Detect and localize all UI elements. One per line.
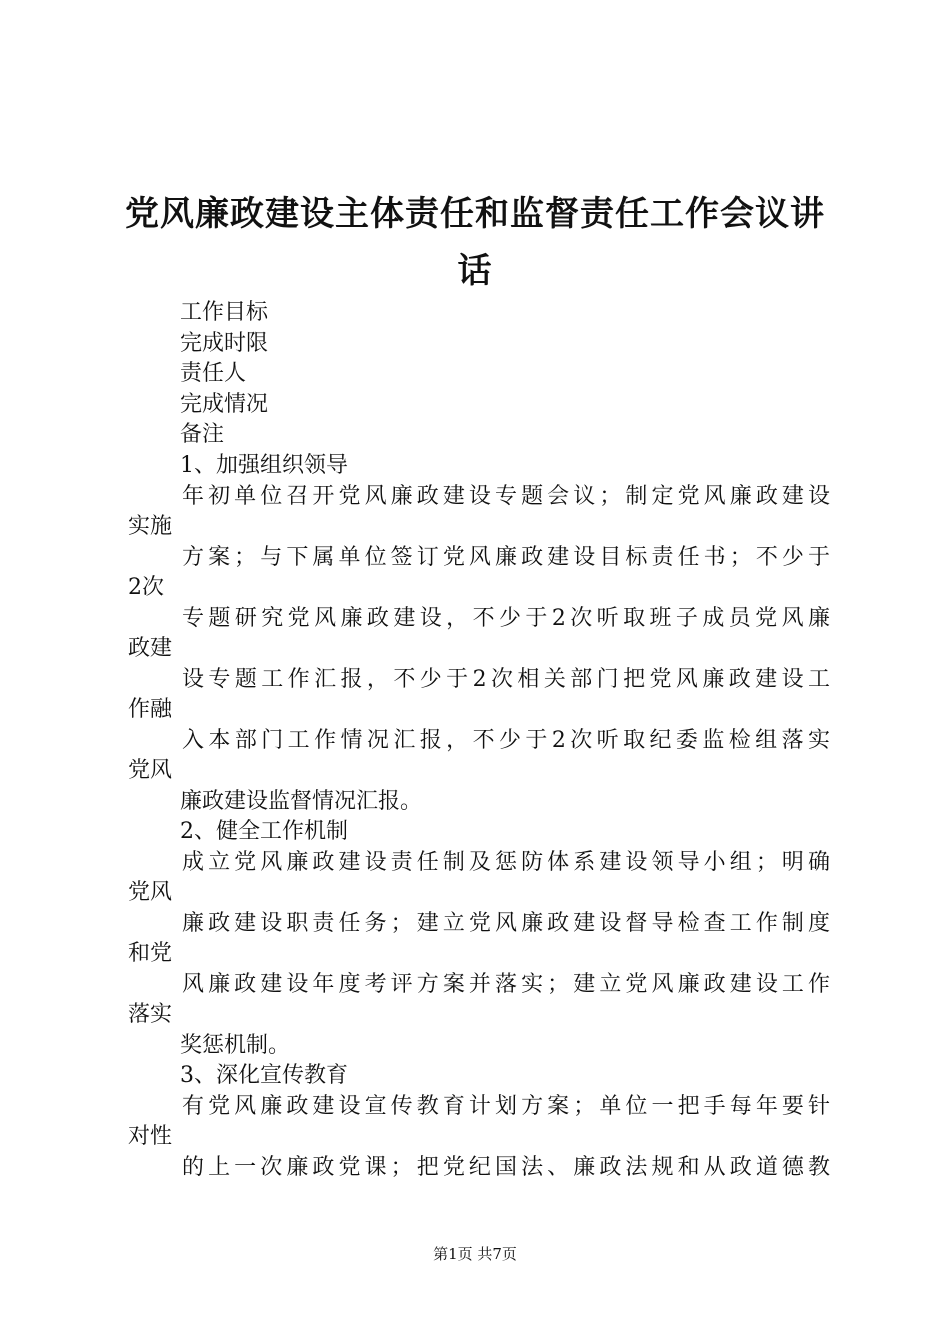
section-heading-3: 3、深化宣传教育 xyxy=(180,1063,348,1088)
table-header-deadline: 完成时限 xyxy=(180,331,269,356)
paragraph-line: 专题研究党风廉政建设，不少于2次听取班子成员党风廉 xyxy=(182,606,830,631)
section-heading-2: 2、健全工作机制 xyxy=(180,819,348,844)
paragraph-line: 廉政建设职责任务；建立党风廉政建设督导检查工作制度 xyxy=(182,911,830,936)
paragraph-line: 有党风廉政建设宣传教育计划方案；单位一把手每年要针 xyxy=(182,1094,830,1119)
paragraph-line: 廉政建设监督情况汇报。 xyxy=(180,789,423,814)
paragraph-line: 入本部门工作情况汇报，不少于2次听取纪委监检组落实 xyxy=(182,728,830,753)
table-header-remarks: 备注 xyxy=(180,422,225,447)
paragraph-line: 对性 xyxy=(128,1124,173,1149)
section-heading-1: 1、加强组织领导 xyxy=(180,453,348,478)
paragraph-line: 年初单位召开党风廉政建设专题会议；制定党风廉政建设 xyxy=(182,484,830,509)
paragraph-line: 的上一次廉政党课；把党纪国法、廉政法规和从政道德教 xyxy=(182,1155,830,1180)
table-header-status: 完成情况 xyxy=(180,392,269,417)
paragraph-line: 奖惩机制。 xyxy=(180,1033,291,1058)
paragraph-line: 成立党风廉政建设责任制及惩防体系建设领导小组；明确 xyxy=(182,850,830,875)
document-title-line-1: 党风廉政建设主体责任和监督责任工作会议讲 xyxy=(125,194,825,234)
paragraph-line: 落实 xyxy=(128,1002,173,1027)
paragraph-line: 和党 xyxy=(128,941,173,966)
paragraph-line: 风廉政建设年度考评方案并落实；建立党风廉政建设工作 xyxy=(182,972,830,997)
paragraph-line: 2次 xyxy=(128,575,164,600)
paragraph-line: 方案；与下属单位签订党风廉政建设目标责任书；不少于 xyxy=(182,545,830,570)
table-header-responsible: 责任人 xyxy=(180,361,247,386)
document-title-line-2: 话 xyxy=(457,251,493,291)
paragraph-line: 作融 xyxy=(128,697,173,722)
paragraph-line: 党风 xyxy=(128,880,173,905)
paragraph-line: 实施 xyxy=(128,514,173,539)
page-number-footer: 第1页 共7页 xyxy=(433,1245,517,1263)
table-header-goal: 工作目标 xyxy=(180,300,269,325)
paragraph-line: 设专题工作汇报，不少于2次相关部门把党风廉政建设工 xyxy=(182,667,830,692)
paragraph-line: 政建 xyxy=(128,636,173,661)
paragraph-line: 党风 xyxy=(128,758,173,783)
